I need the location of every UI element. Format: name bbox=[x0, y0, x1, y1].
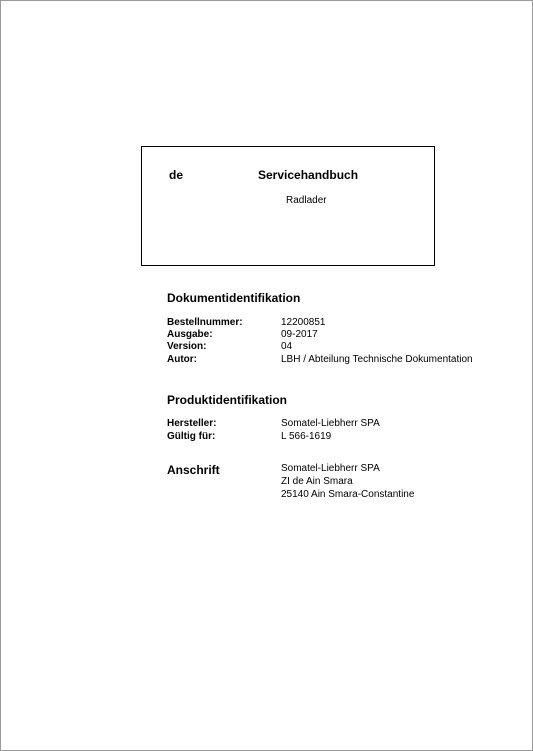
valid-for-value: L 566-1619 bbox=[281, 431, 332, 442]
manufacturer-value: Somatel-Liebherr SPA bbox=[281, 418, 380, 429]
version-label: Version: bbox=[167, 341, 207, 352]
author-label: Autor: bbox=[167, 354, 197, 365]
address-line-zone: ZI de Ain Smara bbox=[281, 476, 353, 487]
edition-value: 09-2017 bbox=[281, 329, 318, 340]
edition-label: Ausgabe: bbox=[167, 329, 213, 340]
order-number-value: 12200851 bbox=[281, 317, 326, 328]
address-heading: Anschrift bbox=[167, 463, 220, 477]
document-identification-heading: Dokumentidentifikation bbox=[167, 291, 301, 305]
document-subtitle: Radlader bbox=[286, 195, 327, 206]
manufacturer-label: Hersteller: bbox=[167, 418, 217, 429]
document-title: Servicehandbuch bbox=[258, 168, 359, 182]
address-line-city: 25140 Ain Smara-Constantine bbox=[281, 489, 415, 500]
version-value: 04 bbox=[281, 341, 293, 352]
title-box bbox=[141, 146, 435, 266]
language-code: de bbox=[169, 168, 184, 182]
address-line-company: Somatel-Liebherr SPA bbox=[281, 463, 380, 474]
order-number-label: Bestellnummer: bbox=[167, 317, 243, 328]
valid-for-label: Gültig für: bbox=[167, 431, 216, 442]
product-identification-heading: Produktidentifikation bbox=[167, 393, 287, 407]
author-value: LBH / Abteilung Technische Dokumentation bbox=[281, 354, 473, 365]
